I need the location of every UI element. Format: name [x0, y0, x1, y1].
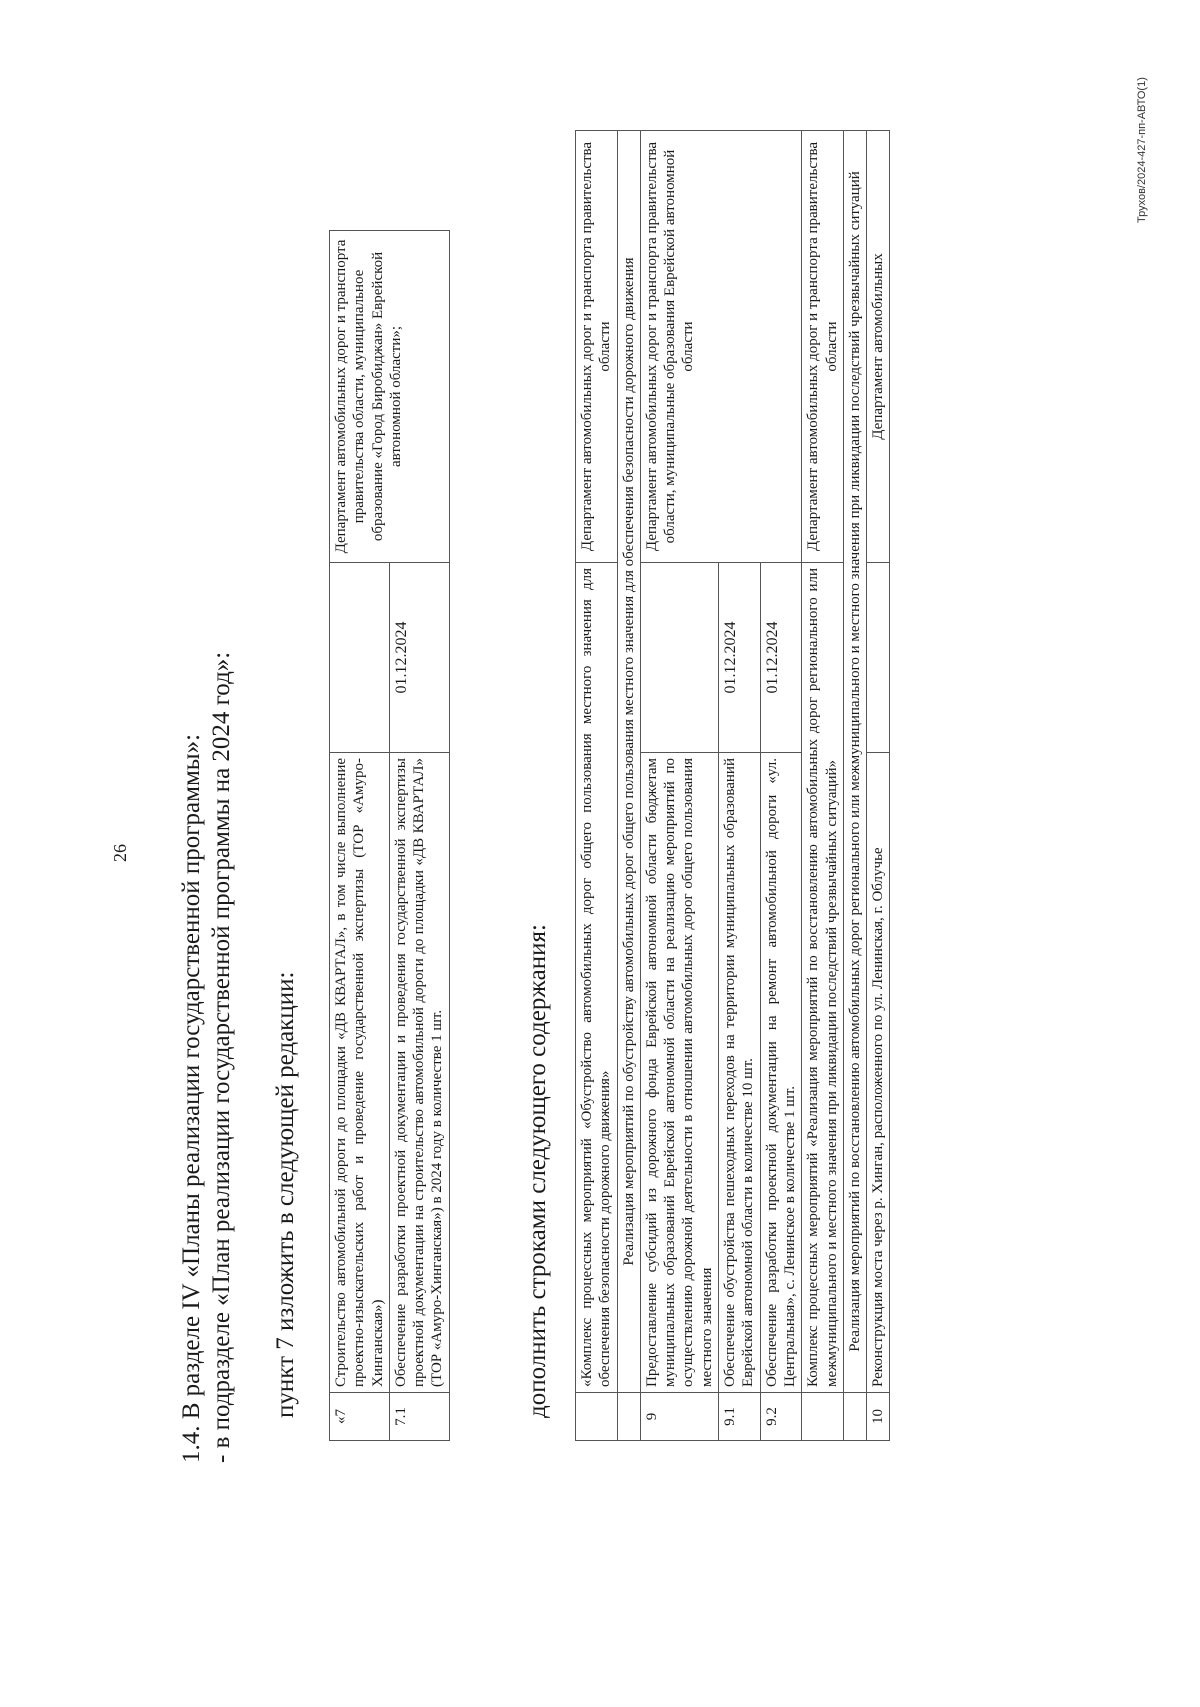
item7-table	[329, 230, 450, 1441]
realization-title: Реализация мероприятий по обустройству автомобильных дорог общего пользования местного значения для обеспечения безопасности дорожного движения	[617, 131, 640, 1393]
table-row	[617, 131, 640, 1441]
deadline: 01.12.2024	[389, 563, 449, 753]
table-row	[843, 131, 866, 1441]
row-number	[617, 1393, 640, 1441]
supplement-table	[575, 130, 890, 1441]
responsible: Департамент автомобильных дорог и транспорта правительства области, муниципальные образования Еврейской автономной области	[640, 131, 801, 563]
deadline	[330, 563, 390, 753]
table-row	[867, 131, 890, 1441]
measure-text: Обеспечение разработки проектной документации на ремонт автомобильной дороги «ул. Центральная», с. Ленинское в количестве 1 шт.	[760, 753, 802, 1393]
row-number: 10	[867, 1393, 890, 1441]
row-number: «7	[330, 1393, 390, 1441]
measure-text: Реконструкция моста через р. Хинган, расположенного по ул. Ленинская, г. Облучье	[867, 753, 890, 1393]
complex-title: «Комплекс процессных мероприятий «Обустройство автомобильных дорог общего пользования местного значения для обеспечения безопасности дорожного движения»	[576, 563, 618, 1393]
row-number: 9.1	[719, 1393, 761, 1441]
row-number: 9.2	[760, 1393, 802, 1441]
table-row	[330, 231, 390, 1441]
measure-text: Строительство автомобильной дороги до площадки «ДВ КВАРТАЛ», в том числе выполнение проектно-изыскательских работ и проведение государственной экспертизы (ТОР «Амуро-Хинганская»)	[330, 753, 390, 1393]
row-number: 9	[640, 1393, 718, 1441]
table-row	[802, 131, 844, 1441]
deadline: 01.12.2024	[719, 563, 761, 753]
rotated-landscape-page	[40, 23, 1160, 1683]
row-number	[576, 1393, 618, 1441]
table-row	[576, 131, 618, 1441]
item7-instruction: пункт 7 изложить в следующей редакции:	[272, 971, 299, 1418]
document-code: Трухов/2024-427-пп-АВТО(1)	[1136, 77, 1148, 223]
deadline	[640, 563, 718, 753]
realization-title: Реализация мероприятий по восстановлению автомобильных дорог регионального или межмуниципального и местного значения при ликвидации последствий чрезвычайных ситуаций	[843, 131, 866, 1393]
responsible: Департамент автомобильных дорог и транспорта правительства области, муниципальное образование «Город Биробиджан» Еврейской автономной области»;	[330, 231, 450, 563]
supplement-instruction: дополнить строками следующего содержания:	[524, 924, 551, 1418]
page-number: 26	[110, 844, 130, 862]
responsible: Департамент автомобильных	[867, 131, 890, 563]
row-number	[802, 1393, 844, 1441]
subsection-heading: - в подразделе «План реализации государственной программы на 2024 год»:	[208, 651, 235, 1463]
row-number	[843, 1393, 866, 1441]
measure-text: Предоставление субсидий из дорожного фонда Еврейской автономной области бюджетам муниципальных образований Еврейской автономной области на реализацию мероприятий по осуществлению дорожной деятельности в отношении автомобильных дорог общего пользования местного значения	[640, 753, 718, 1393]
measure-text: Обеспечение разработки проектной документации и проведения государственной экспертизы проектной документации на строительство автомобильной дороги до площадки «ДВ КВАРТАЛ» (ТОР «Амуро-Хинганская») в 2024 году в количестве 1 шт.	[389, 753, 449, 1393]
complex-title: Комплекс процессных мероприятий «Реализация мероприятий по восстановлению автомобильных дорог регионального или межмуниципального и местного значения при ликвидации последствий чрезвычайных ситуаций»	[802, 563, 844, 1393]
responsible: Департамент автомобильных дорог и транспорта правительства области	[576, 131, 618, 563]
deadline: 01.12.2024	[760, 563, 802, 753]
row-number: 7.1	[389, 1393, 449, 1441]
section-heading: 1.4. В разделе IV «Планы реализации государственной программы»:	[178, 733, 205, 1463]
table-row	[640, 131, 718, 1441]
responsible: Департамент автомобильных дорог и транспорта правительства области	[802, 131, 844, 563]
deadline	[867, 563, 890, 753]
measure-text: Обеспечение обустройства пешеходных переходов на территории муниципальных образований Еврейской автономной области в количестве 10 шт.	[719, 753, 761, 1393]
